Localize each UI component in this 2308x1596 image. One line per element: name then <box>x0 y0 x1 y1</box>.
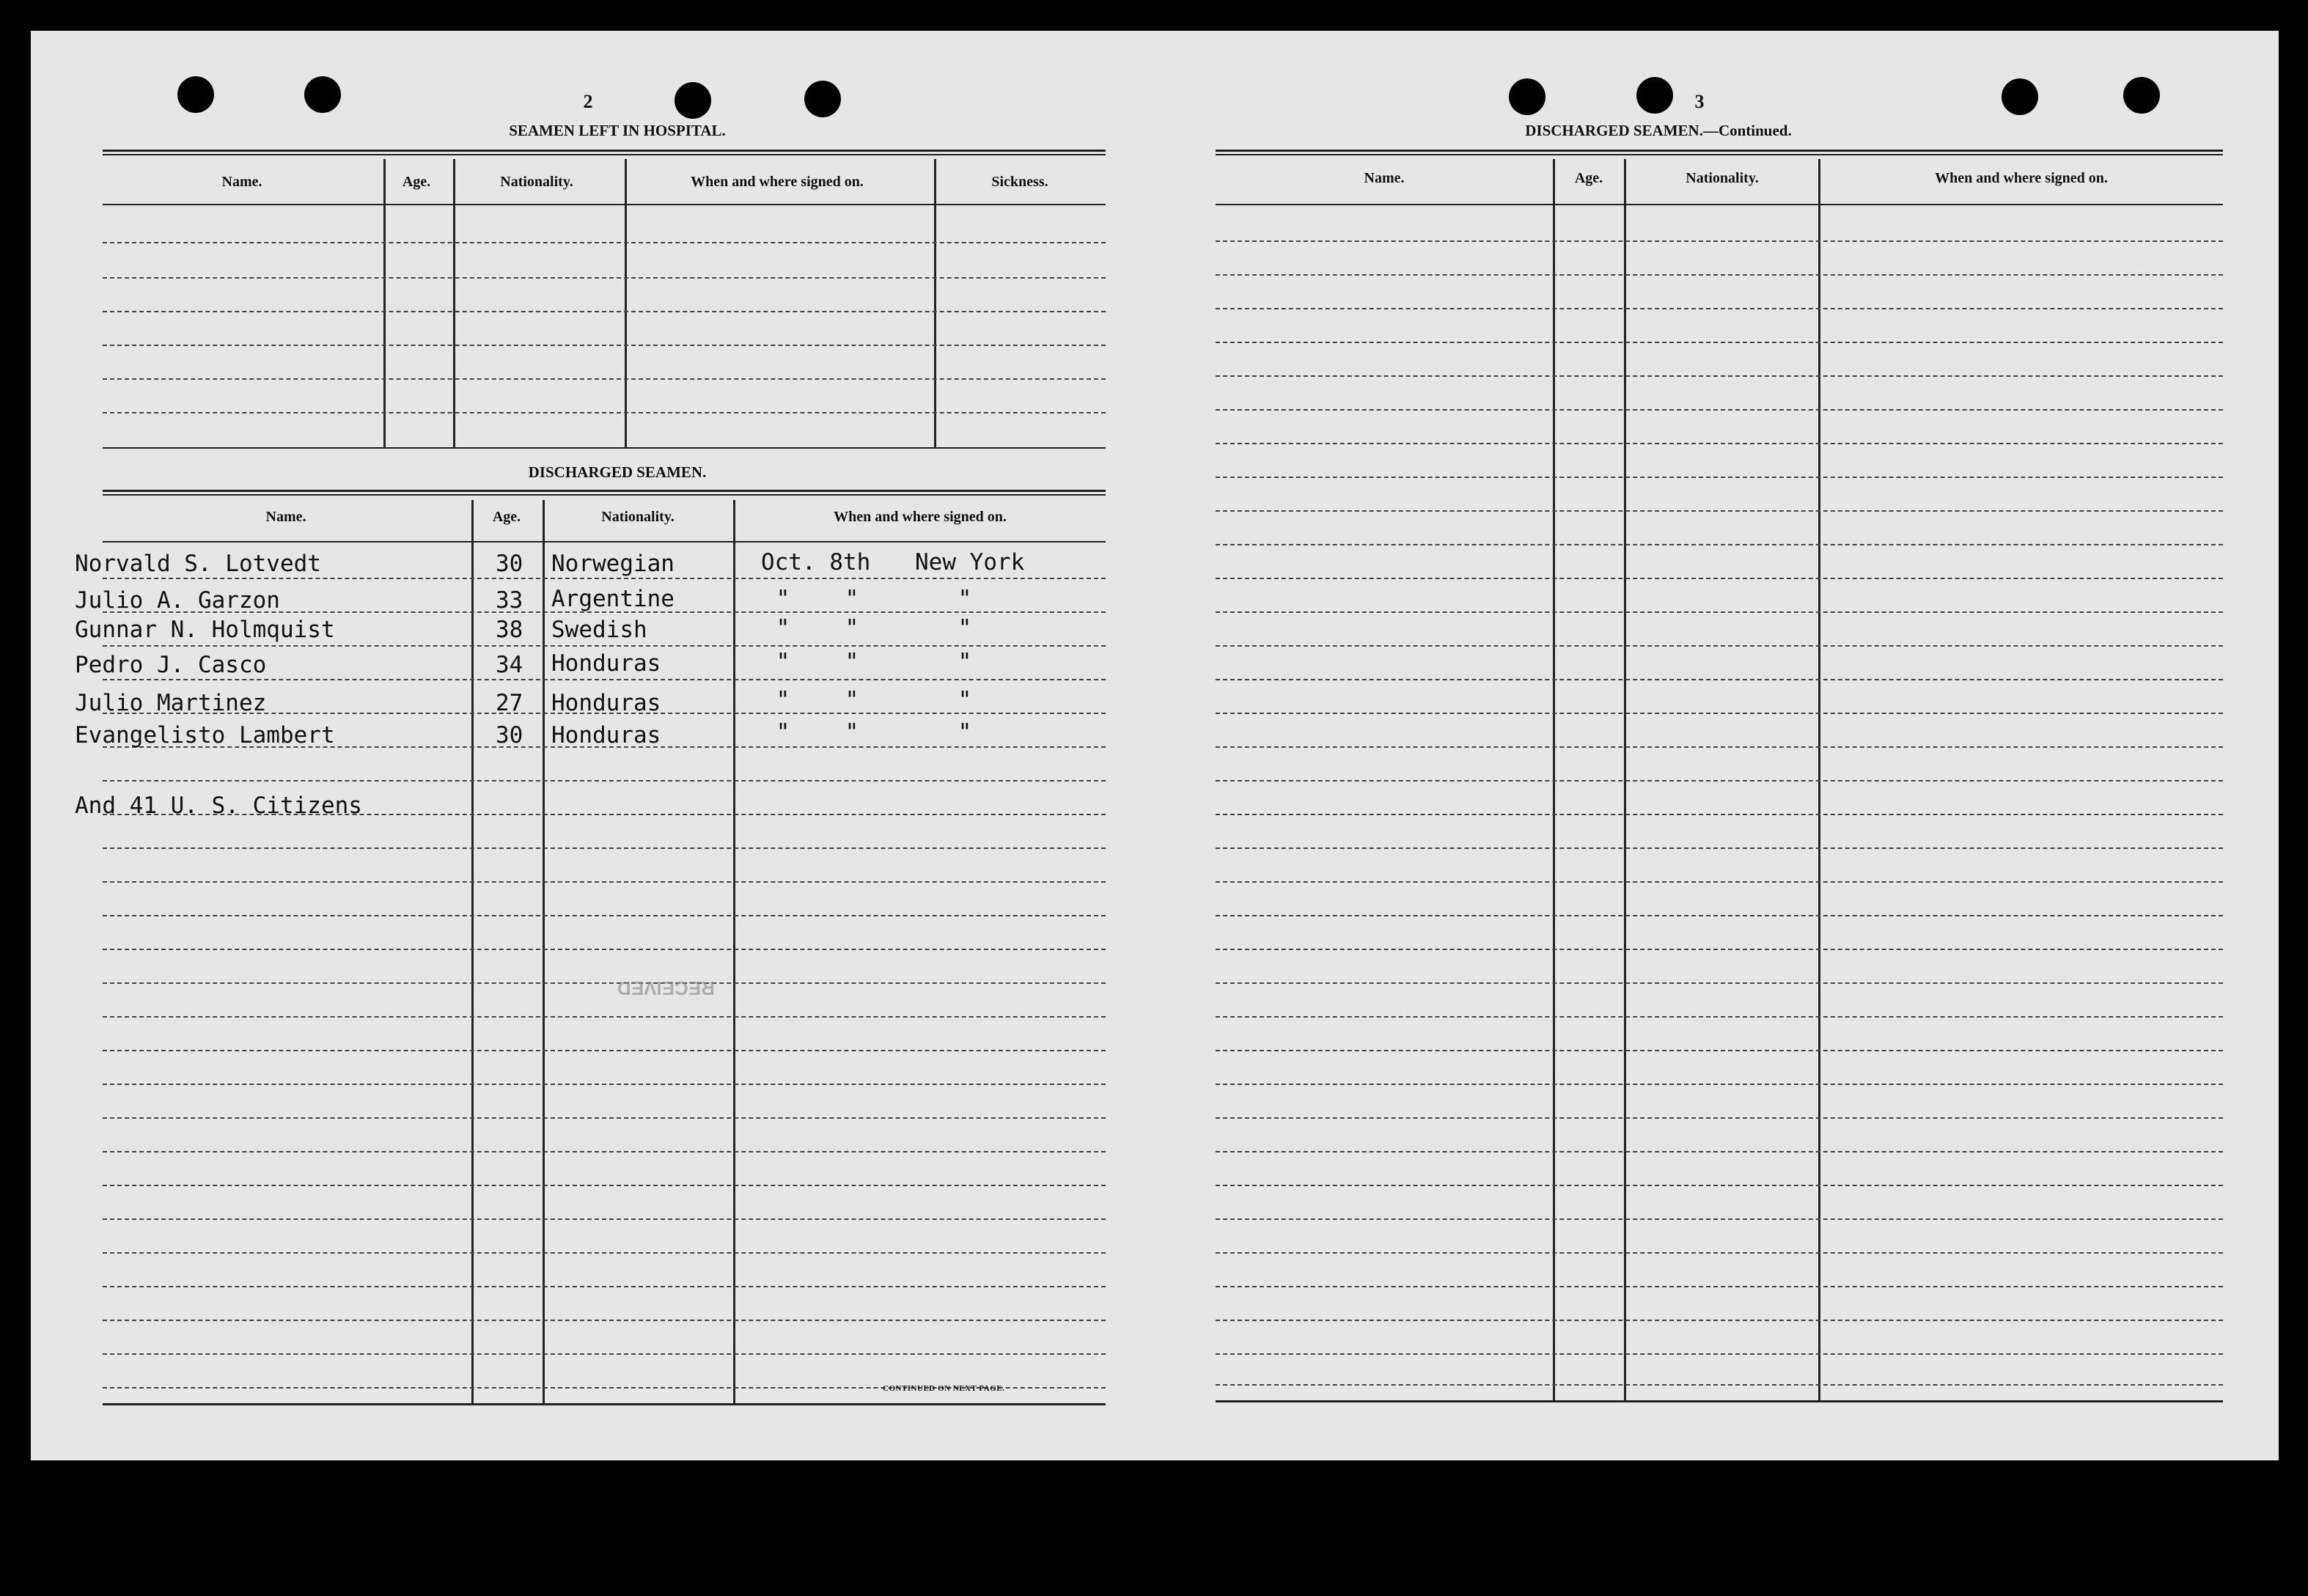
seaman-age: 33 <box>496 587 523 614</box>
column-divider <box>625 159 627 448</box>
seaman-age: 27 <box>496 690 523 716</box>
punch-hole <box>1636 77 1673 114</box>
seaman-nationality: Honduras <box>551 650 661 677</box>
row-line <box>103 847 1106 849</box>
ditto-mark: " <box>776 649 790 675</box>
row-line <box>1216 915 2223 916</box>
row-line <box>103 1218 1106 1220</box>
ditto-mark: " <box>776 586 790 612</box>
section-rule <box>103 447 1106 449</box>
row-line <box>1216 409 2223 411</box>
column-divider <box>471 500 474 1405</box>
row-line <box>103 949 1106 950</box>
seaman-name: Norvald S. Lotvedt <box>75 551 321 577</box>
row-line <box>1216 1320 2223 1321</box>
continued-col-name: Name. <box>1364 170 1405 186</box>
ditto-mark: " <box>958 615 972 641</box>
row-line <box>1216 1016 2223 1018</box>
punch-hole <box>304 76 341 113</box>
seaman-name: Pedro J. Casco <box>75 652 267 678</box>
seaman-name: Gunnar N. Holmquist <box>75 617 335 643</box>
row-line <box>1216 1151 2223 1152</box>
row-line <box>103 1084 1106 1085</box>
column-divider <box>453 159 455 448</box>
top-rule <box>103 494 1106 496</box>
column-divider <box>543 500 545 1405</box>
row-line <box>1216 1353 2223 1355</box>
row-line <box>1216 780 2223 782</box>
punch-hole <box>2002 78 2038 115</box>
ditto-mark: " <box>958 687 972 713</box>
top-rule <box>103 150 1106 152</box>
hospital-section-title: SEAMEN LEFT IN HOSPITAL. <box>509 122 726 139</box>
row-line <box>1216 1117 2223 1119</box>
row-line <box>103 679 1106 680</box>
row-line <box>1216 477 2223 478</box>
row-line <box>1216 982 2223 984</box>
ditto-mark: " <box>845 615 859 641</box>
punch-hole <box>2123 77 2160 114</box>
row-line <box>1216 814 2223 815</box>
punch-hole <box>675 82 711 119</box>
row-line <box>103 982 1106 984</box>
row-line <box>1216 544 2223 545</box>
page-number-right: 3 <box>1694 91 1705 112</box>
ditto-mark: " <box>776 615 790 641</box>
seaman-nationality: Swedish <box>551 617 647 643</box>
discharged-section-title: DISCHARGED SEAMEN. <box>528 463 707 481</box>
row-line <box>1216 1252 2223 1254</box>
row-line <box>1216 375 2223 377</box>
discharged-col-when-where: When and where signed on. <box>834 509 1007 525</box>
row-line <box>1216 578 2223 579</box>
page-number-left: 2 <box>583 91 593 112</box>
row-line <box>103 1353 1106 1355</box>
ditto-mark: " <box>776 719 790 746</box>
punch-hole <box>804 81 841 117</box>
ditto-mark: " <box>845 687 859 713</box>
seaman-nationality: Honduras <box>551 690 661 716</box>
row-line <box>103 1320 1106 1321</box>
row-line <box>1216 679 2223 680</box>
continued-col-nationality: Nationality. <box>1686 170 1759 186</box>
row-line <box>1216 308 2223 309</box>
ditto-mark: " <box>776 687 790 713</box>
bottom-rule <box>103 1403 1106 1405</box>
top-rule <box>103 154 1106 155</box>
seaman-name: Evangelisto Lambert <box>75 722 335 749</box>
seaman-age: 34 <box>496 652 523 678</box>
ditto-mark: " <box>845 586 859 612</box>
row-line <box>103 780 1106 782</box>
row-line <box>103 1151 1106 1152</box>
row-line <box>1216 1084 2223 1085</box>
hospital-col-nationality: Nationality. <box>500 174 573 190</box>
seaman-nationality: Honduras <box>551 722 661 749</box>
row-line <box>103 1117 1106 1119</box>
row-line <box>103 645 1106 647</box>
row-line <box>103 277 1106 279</box>
row-line <box>103 881 1106 883</box>
row-line <box>1216 1384 2223 1386</box>
column-divider <box>733 500 735 1405</box>
row-line <box>1216 713 2223 714</box>
row-line <box>1216 443 2223 444</box>
discharged-col-age: Age. <box>492 509 521 525</box>
seaman-age: 30 <box>496 551 523 577</box>
row-line <box>1216 1218 2223 1220</box>
row-line <box>103 1252 1106 1254</box>
signed-on-date: Oct. 8th <box>761 549 871 575</box>
header-rule <box>103 541 1106 543</box>
hospital-col-when-where: When and where signed on. <box>691 174 864 190</box>
citizens-note: And 41 U. S. Citizens <box>75 793 362 819</box>
header-rule <box>1216 204 2223 205</box>
seaman-nationality: Argentine <box>551 586 675 612</box>
row-line <box>103 1286 1106 1287</box>
row-line <box>1216 240 2223 242</box>
row-line <box>103 242 1106 243</box>
row-line <box>103 1050 1106 1051</box>
row-line <box>1216 1185 2223 1186</box>
signed-on-place: New York <box>915 549 1025 575</box>
top-rule <box>1216 150 2223 152</box>
continued-footer: CONTINUED ON NEXT PAGE. <box>883 1384 1005 1393</box>
row-line <box>103 1016 1106 1018</box>
row-line <box>103 378 1106 380</box>
row-line <box>1216 1286 2223 1287</box>
row-line <box>1216 847 2223 849</box>
seaman-name: Julio A. Garzon <box>75 587 280 614</box>
row-line <box>103 1185 1106 1186</box>
row-line <box>103 345 1106 346</box>
ditto-mark: " <box>958 649 972 675</box>
column-divider <box>934 159 936 448</box>
row-line <box>103 311 1106 312</box>
row-line <box>1216 611 2223 613</box>
discharged-col-name: Name. <box>265 509 306 525</box>
top-rule <box>103 490 1106 492</box>
hospital-col-sickness: Sickness. <box>991 174 1048 190</box>
top-rule <box>1216 154 2223 155</box>
hospital-col-name: Name. <box>221 174 262 190</box>
row-line <box>103 578 1106 579</box>
row-line <box>103 915 1106 916</box>
punch-hole <box>177 76 214 113</box>
row-line <box>1216 510 2223 512</box>
discharged-col-nationality: Nationality. <box>601 509 675 525</box>
ditto-mark: " <box>958 719 972 746</box>
seaman-nationality: Norwegian <box>551 551 675 577</box>
column-divider <box>383 159 386 448</box>
discharged-continued-title: DISCHARGED SEAMEN.—Continued. <box>1525 122 1792 139</box>
seaman-age: 38 <box>496 617 523 643</box>
seaman-age: 30 <box>496 722 523 749</box>
ditto-mark: " <box>845 649 859 675</box>
row-line <box>103 412 1106 413</box>
row-line <box>1216 949 2223 950</box>
header-rule <box>103 204 1106 205</box>
row-line <box>1216 746 2223 748</box>
bottom-rule <box>1216 1400 2223 1402</box>
received-stamp: RECEIVED <box>617 977 715 1000</box>
row-line <box>1216 881 2223 883</box>
continued-col-when-where: When and where signed on. <box>1935 170 2108 186</box>
punch-hole <box>1509 78 1546 115</box>
continued-col-age: Age. <box>1574 170 1603 186</box>
row-line <box>1216 342 2223 343</box>
seaman-name: Julio Martinez <box>75 690 267 716</box>
row-line <box>1216 1050 2223 1051</box>
ditto-mark: " <box>845 719 859 746</box>
hospital-col-age: Age. <box>402 174 431 190</box>
row-line <box>1216 274 2223 276</box>
row-line <box>1216 645 2223 647</box>
ditto-mark: " <box>958 586 972 612</box>
document-page <box>31 31 2279 1460</box>
